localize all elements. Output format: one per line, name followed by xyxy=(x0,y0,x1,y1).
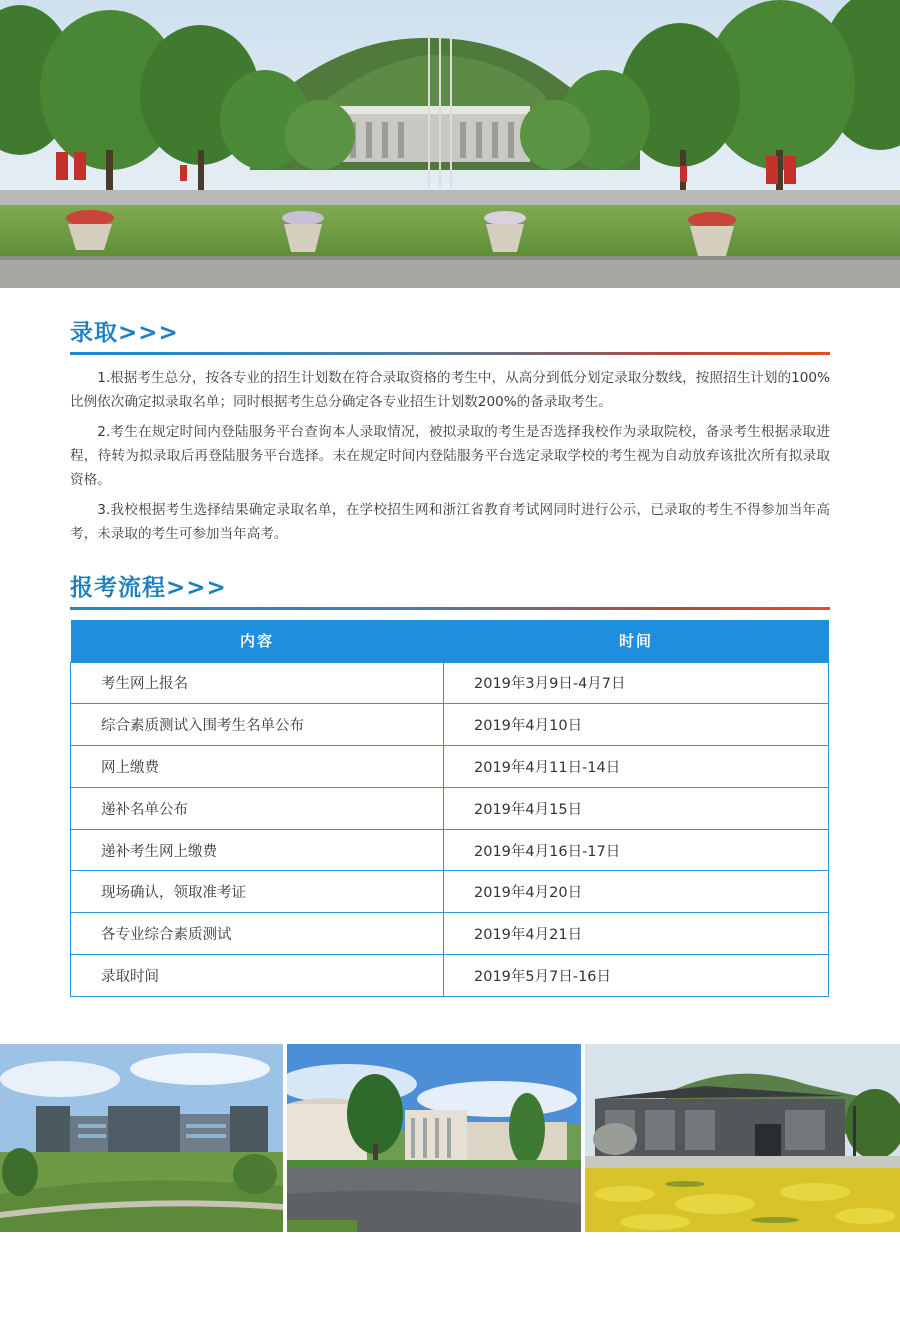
row-item: 综合素质测试入围考生名单公布 xyxy=(71,704,444,746)
heading-divider xyxy=(70,607,830,610)
table-row xyxy=(71,787,829,829)
row-item: 现场确认，领取准考证 xyxy=(71,871,444,913)
hero-campus-photo xyxy=(0,0,900,288)
table-row xyxy=(71,829,829,871)
admission-paragraph-2: 2.考生在规定时间内登陆服务平台查询本人录取情况，被拟录取的考生是否选择我校作为录取院校，备录考生根据录取进程，待转为拟录取后再登陆服务平台选择。未在规定时间内登陆服务平台选定录取学校的考生视为自动放弃该批次所有拟录取资格。 xyxy=(70,424,830,488)
process-heading-title: 报考流程>>> xyxy=(70,575,227,601)
schedule-table xyxy=(70,620,829,997)
row-date: 2019年4月21日 xyxy=(444,913,829,955)
row-date: 2019年4月15日 xyxy=(444,787,829,829)
row-item: 递补考生网上缴费 xyxy=(71,829,444,871)
table-row xyxy=(71,662,829,704)
admission-heading-title: 录取>>> xyxy=(70,320,179,346)
row-date: 2019年3月9日-4月7日 xyxy=(444,662,829,704)
table-row xyxy=(71,704,829,746)
table-header-row xyxy=(71,620,829,662)
heading-divider xyxy=(70,352,830,355)
admission-paragraph-1: 1.根据考生总分，按各专业的招生计划数在符合录取资格的考生中，从高分到低分划定录取分数线，按照招生计划的100%比例依次确定拟录取名单；同时根据考生总分确定各专业招生计划数200%的备录取考生。 xyxy=(70,370,830,410)
campus-photo-2 xyxy=(287,1044,581,1232)
campus-photo-strip xyxy=(0,1044,900,1232)
row-item: 考生网上报名 xyxy=(71,662,444,704)
campus-photo-1 xyxy=(0,1044,283,1232)
row-date: 2019年4月20日 xyxy=(444,871,829,913)
row-item: 递补名单公布 xyxy=(71,787,444,829)
table-row xyxy=(71,913,829,955)
process-section-heading xyxy=(70,573,830,610)
campus-photo-3 xyxy=(585,1044,900,1232)
admission-section-heading xyxy=(70,318,830,355)
row-item: 网上缴费 xyxy=(71,746,444,788)
row-date: 2019年4月10日 xyxy=(444,704,829,746)
row-date: 2019年5月7日-16日 xyxy=(444,955,829,997)
row-item: 各专业综合素质测试 xyxy=(71,913,444,955)
table-row xyxy=(71,746,829,788)
column-header-content: 内容 xyxy=(71,620,444,662)
row-item: 录取时间 xyxy=(71,955,444,997)
admission-paragraph-3: 3.我校根据考生选择结果确定录取名单，在学校招生网和浙江省教育考试网同时进行公示，已录取的考生不得参加当年高考，未录取的考生可参加当年高考。 xyxy=(70,502,830,542)
table-row xyxy=(71,871,829,913)
row-date: 2019年4月16日-17日 xyxy=(444,829,829,871)
table-row xyxy=(71,955,829,997)
admission-text xyxy=(70,366,830,552)
row-date: 2019年4月11日-14日 xyxy=(444,746,829,788)
column-header-time: 时间 xyxy=(444,620,829,662)
